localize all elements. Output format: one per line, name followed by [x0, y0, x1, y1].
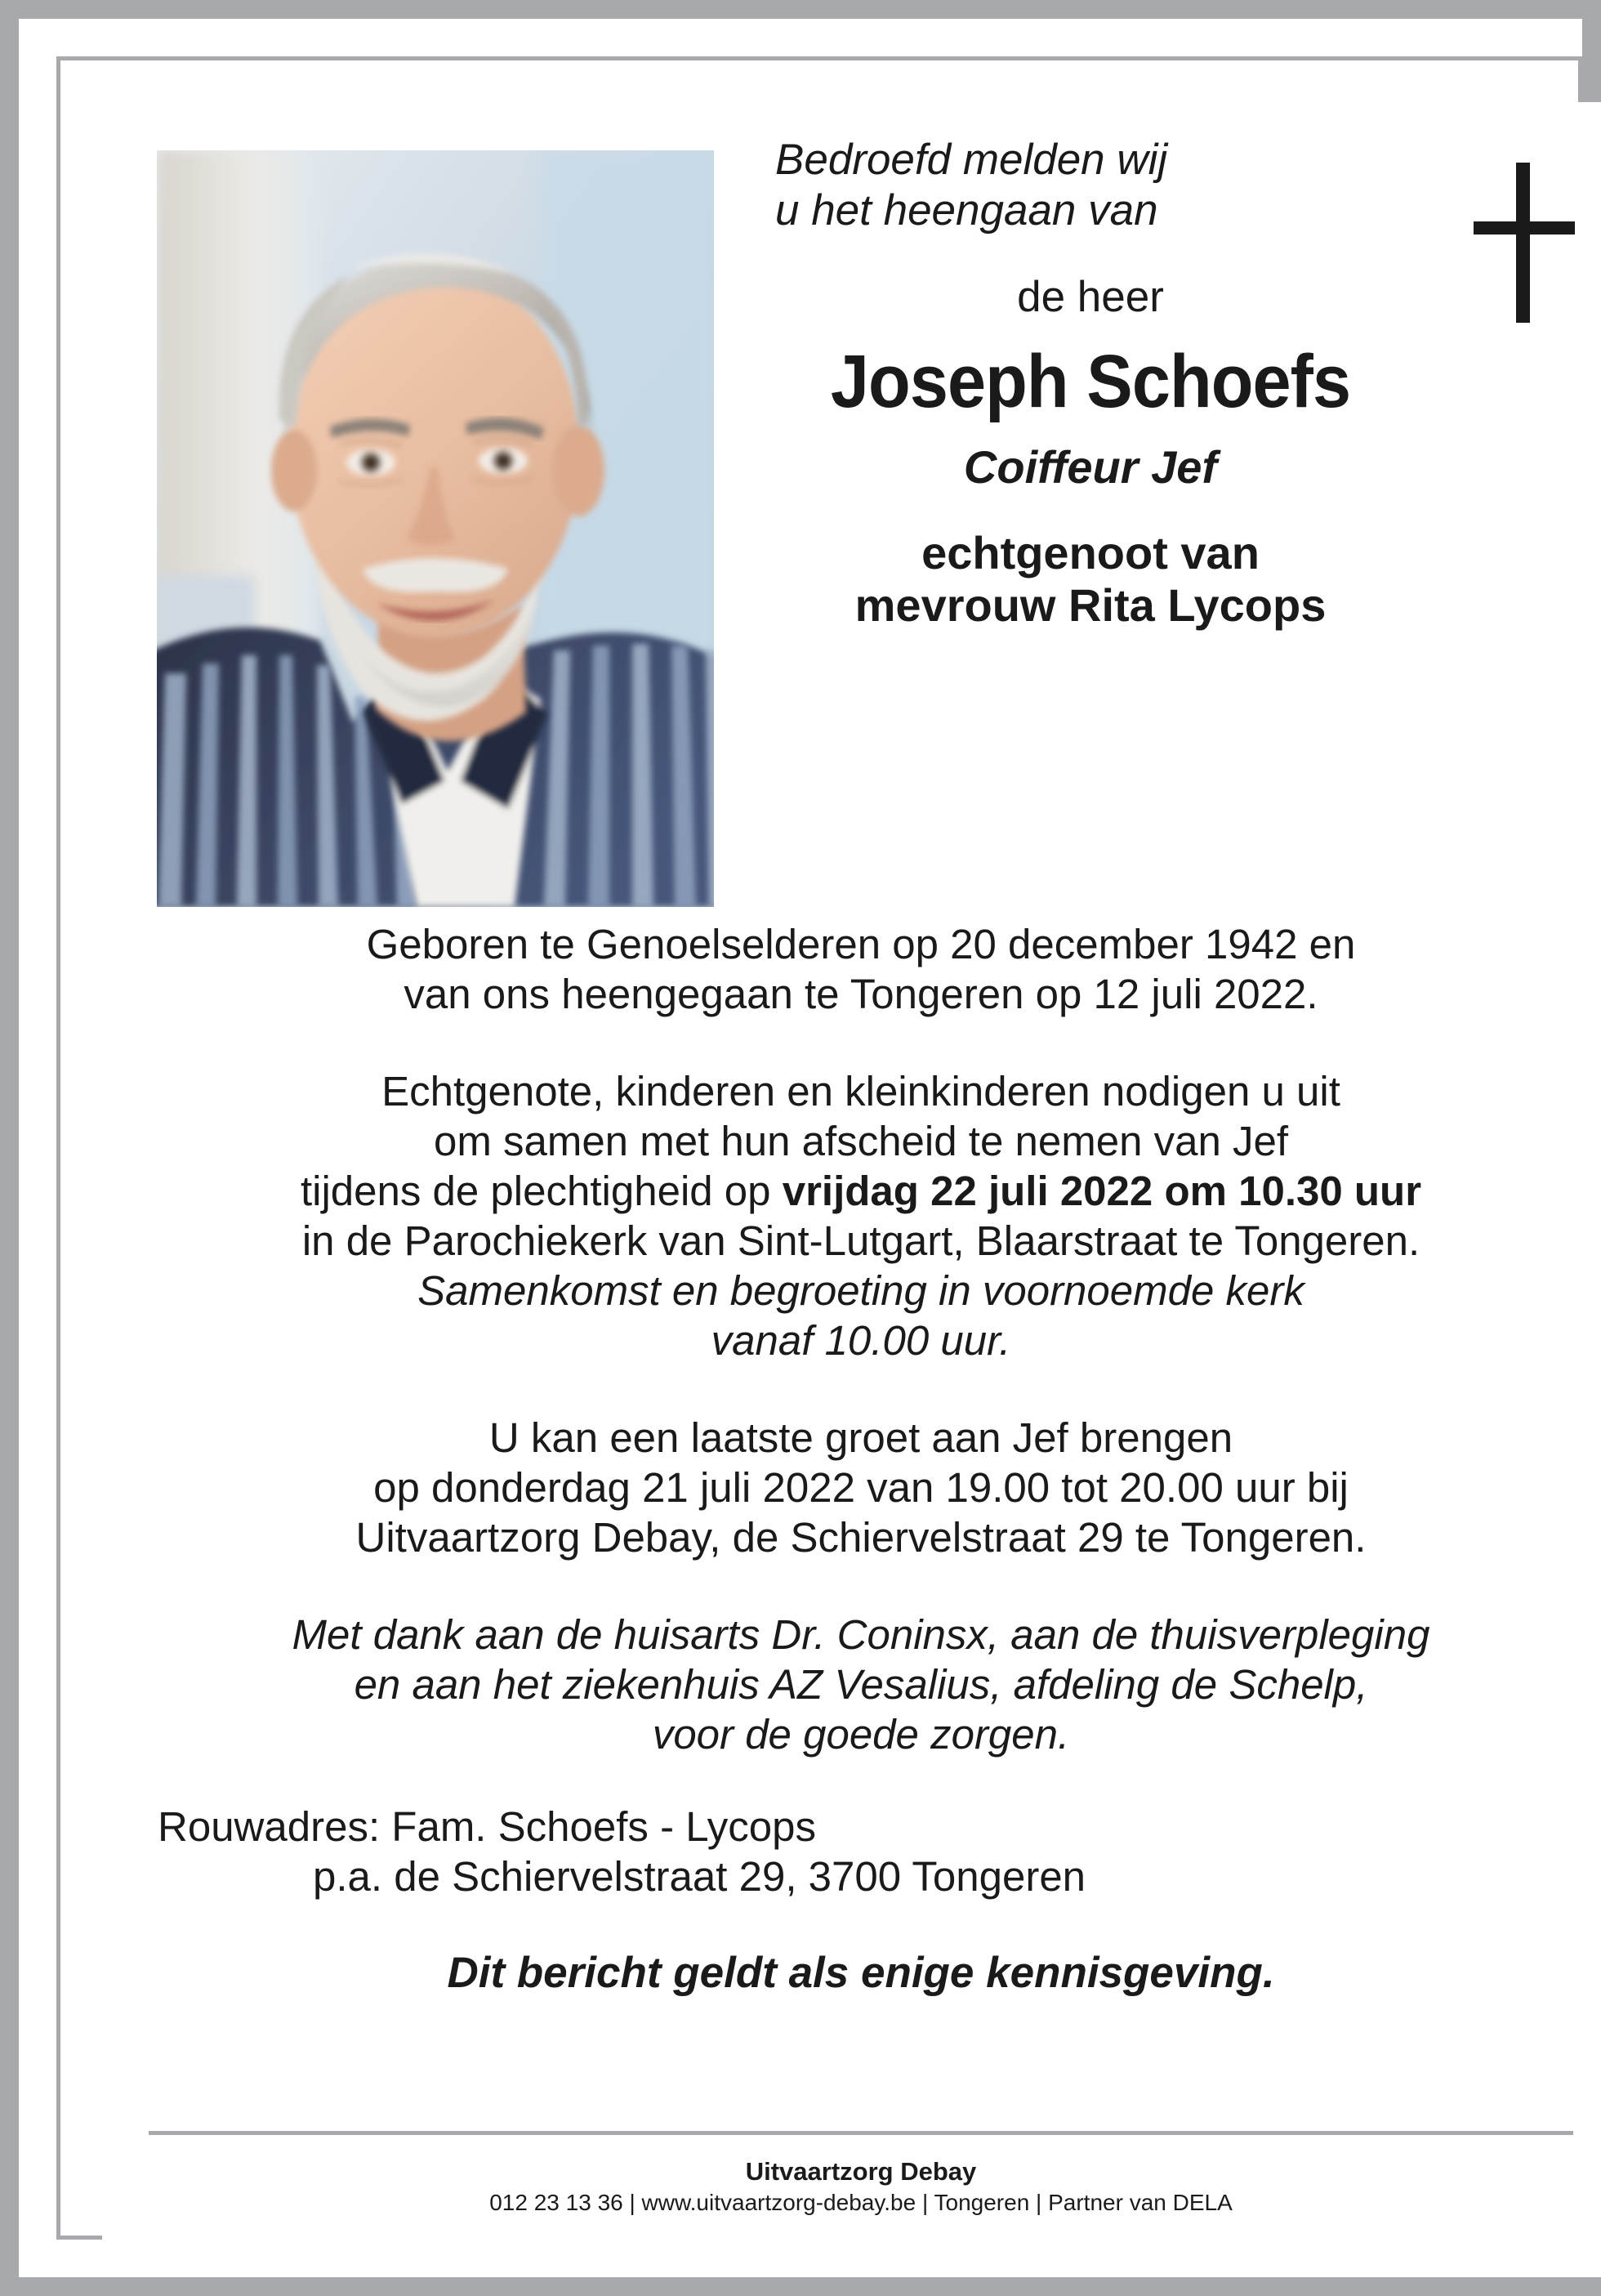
spouse-line-2: mevrouw Rita Lycops	[854, 579, 1327, 631]
invite-line-1: Echtgenote, kinderen en kleinkinderen nodigen u uit	[381, 1068, 1340, 1114]
thanks-line-3: voor de goede zorgen.	[652, 1711, 1070, 1758]
intro-text	[731, 135, 1450, 236]
footer	[102, 2131, 1601, 2218]
spouse-line-1: echtgenoot van	[921, 527, 1260, 578]
closing-notice: Dit bericht geldt als enige kennisgeving.	[447, 1949, 1275, 1997]
cross-vertical-bar	[1516, 163, 1530, 323]
deceased-nickname: Coiffeur Jef	[963, 441, 1218, 493]
mourning-address-line-1: Rouwadres: Fam. Schoefs - Lycops	[158, 1803, 816, 1850]
latin-cross-icon	[1474, 163, 1575, 323]
birth-death-line-1: Geboren te Genoelselderen op 20 december 1942 en	[366, 921, 1356, 967]
spacer	[102, 1759, 1601, 1802]
cross-horizontal-bar	[1474, 221, 1575, 235]
funeral-home-contact: 012 23 13 36 | www.uitvaartzorg-debay.be | Tongeren | Partner van DELA	[489, 2190, 1233, 2215]
thanks-paragraph	[102, 1610, 1601, 1759]
birth-death-paragraph	[102, 919, 1601, 1019]
invitation-paragraph	[102, 1066, 1601, 1266]
mourning-address	[102, 1802, 1601, 1901]
honorific: de heer	[1017, 273, 1164, 321]
body-text	[102, 919, 1601, 1998]
card-content	[102, 102, 1601, 2277]
gathering-line-1: Samenkomst en begroeting in voornoemde kerk	[417, 1267, 1304, 1314]
portrait-photo	[157, 150, 714, 907]
visitation-paragraph	[102, 1413, 1601, 1562]
gathering-line-2: vanaf 10.00 uur.	[711, 1317, 1011, 1364]
invite-line-4: in de Parochiekerk van Sint-Lutgart, Blaarstraat te Tongeren.	[301, 1217, 1420, 1264]
invite-line-2: om samen met hun afscheid te nemen van Jef	[433, 1118, 1289, 1164]
card-inner-border	[56, 56, 1582, 2240]
funeral-home-name: Uitvaartzorg Debay	[745, 2157, 977, 2186]
invite-line-3-prefix: tijdens de plechtigheid op	[300, 1168, 783, 1214]
footer-divider	[149, 2131, 1573, 2135]
intro-line-2: u het heengaan van	[775, 186, 1158, 235]
spacer	[102, 1365, 1601, 1413]
spacer	[102, 1019, 1601, 1066]
portrait-illustration	[157, 150, 714, 907]
spouse-block	[731, 527, 1450, 632]
visit-line-1: U kan een laatste groet aan Jef brengen	[488, 1414, 1233, 1461]
gathering-paragraph	[102, 1266, 1601, 1365]
deceased-name: Joseph Schoefs	[830, 340, 1351, 423]
visit-line-2: op donderdag 21 juli 2022 van 19.00 tot 20.00 uur bij	[373, 1464, 1349, 1511]
visit-line-3: Uitvaartzorg Debay, de Schiervelstraat 29 te Tongeren.	[355, 1514, 1367, 1561]
birth-death-line-2: van ons heengegaan te Tongeren op 12 juli 2022.	[404, 971, 1318, 1017]
spacer	[102, 1901, 1601, 1949]
header-block	[731, 135, 1450, 632]
thanks-line-2: en aan het ziekenhuis AZ Vesalius, afdeling de Schelp,	[354, 1661, 1368, 1708]
spacer	[102, 1562, 1601, 1610]
ceremony-datetime: vrijdag 22 juli 2022 om 10.30 uur	[782, 1168, 1422, 1214]
mourning-address-line-2: p.a. de Schiervelstraat 29, 3700 Tongeren	[313, 1853, 1086, 1900]
card-white-margin	[19, 19, 1582, 2277]
thanks-line-1: Met dank aan de huisarts Dr. Coninsx, aan de thuisverpleging	[292, 1611, 1430, 1658]
intro-line-1: Bedroefd melden wij	[775, 136, 1168, 184]
